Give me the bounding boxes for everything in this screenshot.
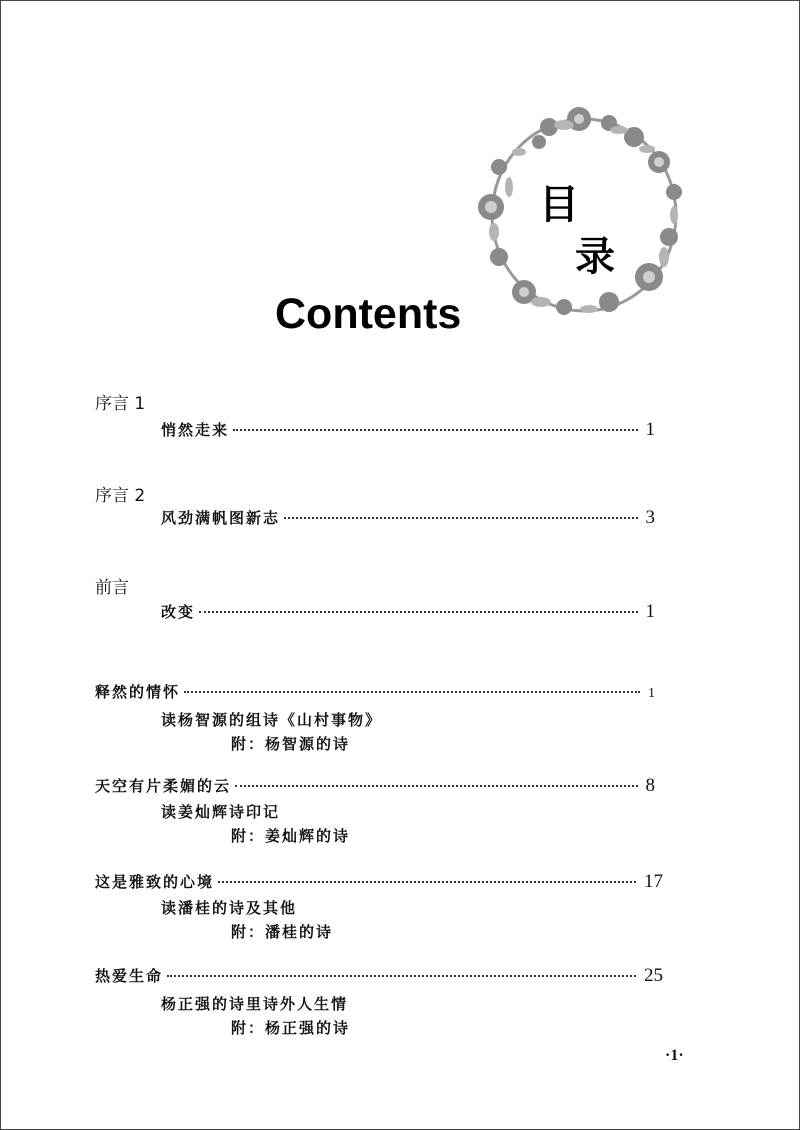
entry-page-number: 3 [645, 507, 655, 528]
chapter-3-subtitle: 读潘桂的诗及其他 [161, 899, 298, 917]
dot-leader [167, 975, 636, 977]
chapter-1-entry[interactable] [95, 681, 655, 702]
chapter-title: 释然的情怀 [95, 683, 181, 701]
chapter-3-entry[interactable] [95, 871, 663, 893]
floral-wreath-icon [469, 97, 699, 332]
chapter-1-appendix: 附：杨智源的诗 [231, 735, 351, 753]
chapter-page-number: 17 [644, 871, 663, 892]
dot-leader [199, 611, 637, 613]
entry-title: 改变 [161, 603, 196, 621]
chapter-2-appendix: 附：姜灿辉的诗 [231, 827, 351, 845]
preface-1-label: 序言 1 [95, 394, 146, 414]
chapter-3-appendix: 附：潘桂的诗 [231, 923, 334, 941]
chapter-1-subtitle: 读杨智源的组诗《山村事物》 [161, 711, 383, 729]
chapter-4-appendix: 附：杨正强的诗 [231, 1019, 351, 1037]
chapter-2-subtitle: 读姜灿辉诗印记 [161, 803, 281, 821]
heading-cn-lu: 录 [575, 234, 615, 280]
chapter-4-entry[interactable] [95, 965, 663, 987]
foreword-entry[interactable] [161, 601, 655, 623]
preface-2-entry[interactable] [161, 507, 655, 529]
preface-2-label: 序言 2 [95, 486, 146, 506]
preface-1-entry[interactable] [161, 419, 655, 441]
heading-cn-mu: 目 [539, 182, 579, 228]
chapter-page-number: 25 [644, 965, 663, 986]
chapter-page-number: 8 [645, 775, 655, 796]
page-title: Contents [275, 290, 462, 338]
dot-leader [284, 517, 637, 519]
chapter-title: 热爱生命 [95, 967, 164, 985]
dot-leader [184, 691, 640, 693]
entry-page-number: 1 [645, 601, 655, 622]
chapter-4-subtitle: 杨正强的诗里诗外人生情 [161, 995, 349, 1013]
chapter-2-entry[interactable] [95, 775, 655, 797]
dot-leader [233, 429, 637, 431]
dot-leader [218, 881, 636, 883]
entry-title: 悄然走来 [161, 421, 230, 439]
chapter-title: 天空有片柔媚的云 [95, 777, 232, 795]
chapter-title: 这是雅致的心境 [95, 873, 215, 891]
dot-leader [235, 785, 637, 787]
entry-page-number: 1 [645, 419, 655, 440]
entry-title: 风劲满帆图新志 [161, 509, 281, 527]
foreword-label: 前言 [95, 578, 129, 598]
chapter-page-number: 1 [648, 686, 655, 701]
footer-page-number: ·1· [665, 1047, 684, 1064]
